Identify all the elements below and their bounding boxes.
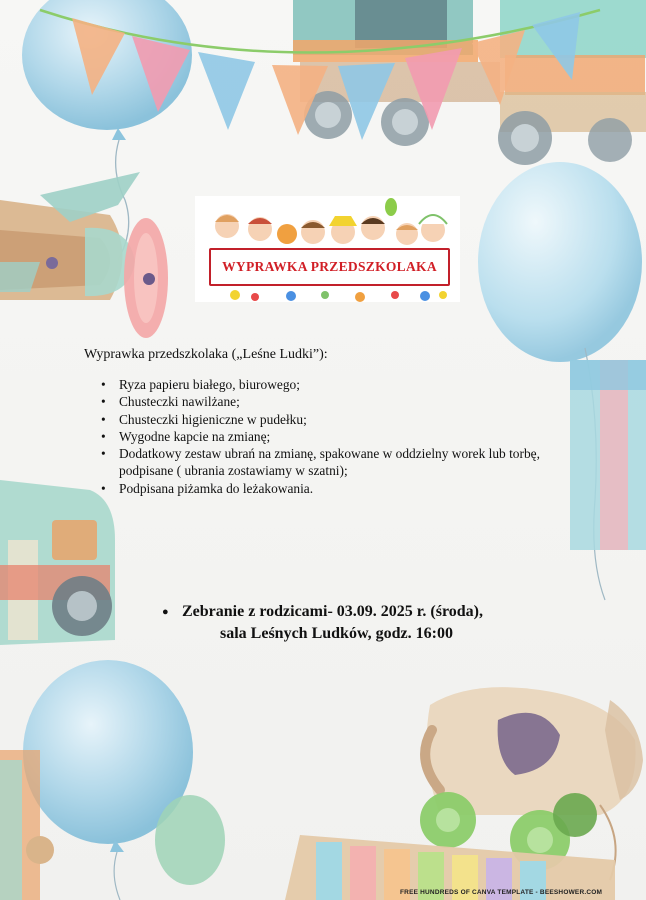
list-heading: Wyprawka przedszkolaka („Leśne Ludki”): — [84, 347, 328, 362]
supplies-list — [101, 376, 561, 497]
logo-wyprawka-przedszkolaka — [195, 196, 460, 302]
meeting-date-line: ● Zebranie z rodzicami- 03.09. 2025 r. (środa), — [160, 601, 560, 623]
template-credit: FREE HUNDREDS OF CANVA TEMPLATE - BEESHOWER.COM — [400, 889, 603, 896]
logo-title: WYPRAWKA PRZEDSZKOLAKA — [222, 259, 437, 274]
list-item: • Chusteczki nawilżane; — [101, 393, 561, 410]
list-item: • Ryza papieru białego, biurowego; — [101, 376, 561, 393]
toy-bus-illustration — [0, 480, 115, 645]
meeting-announcement — [160, 601, 560, 645]
list-item: • Podpisana piżamka do leżakowania. — [101, 480, 561, 497]
list-item: • Dodatkowy zestaw ubrań na zmianę, spakowane w oddzielny worek lub torbę, podpisane ( ubrania zostawiamy w szatni); — [101, 445, 561, 480]
meeting-place-line: sala Leśnych Ludków, godz. 16:00 — [220, 625, 453, 642]
logo-title-banner — [209, 248, 450, 286]
list-item: • Chusteczki higieniczne w pudełku; — [101, 411, 561, 428]
gift-box-illustration — [570, 360, 646, 550]
list-item: • Wygodne kapcie na zmianę; — [101, 428, 561, 445]
toy-airplane-illustration — [0, 172, 168, 338]
